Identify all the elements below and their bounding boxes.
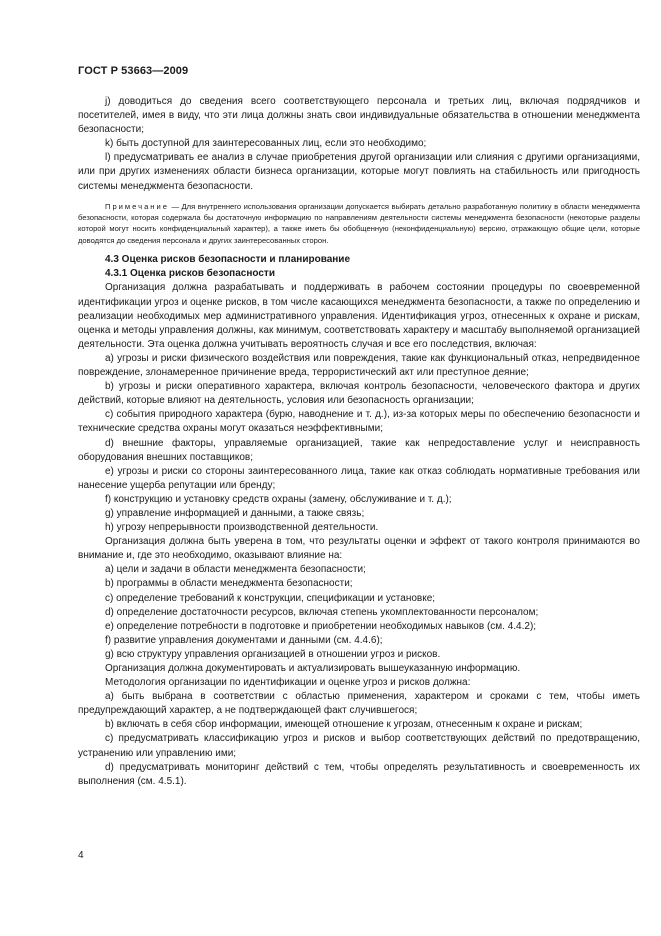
list-item: Методология организации по идентификации и оценке угроз и рисков должна: <box>105 677 471 689</box>
list-item: g) всю структуру управления организацией в отношении угроз и рисков. <box>105 648 441 660</box>
note-paragraph <box>78 201 640 247</box>
list-item: j) доводиться до сведения всего соответствующего персонала и третьих лиц, включая подрядчиков и посетителей, имея в виду, что эти лица должны знать свои индивидуальные обязательства в отношении менеджмента безопасности; <box>78 96 640 136</box>
note-text: — Для внутреннего использования организации допускается выбирать детально разработанную политику в области менеджмента безопасности, которая содержала бы достаточную информацию по направлениям деятельности системы менеджмента безопасности (некоторые разделы которой могут носить конфиденциальный характер), а также иметь бы обобщенную (неконфиденциальную) версию, отражающую общие цели, которые доводятся до сведения персонала и других заинтересованных сторон. <box>78 201 640 245</box>
list-item: b) включать в себя сбор информации, имеющей отношение к угрозам, отнесенным к охране и рискам; <box>105 719 583 731</box>
document-header: ГОСТ Р 53663—2009 <box>78 65 189 77</box>
section-heading-4-3: 4.3 Оценка рисков безопасности и планирование <box>105 254 351 266</box>
list-item: e) угрозы и риски со стороны заинтересованного лица, такие как отказ соблюдать нормативные требования или нанесение ущерба репутации или бренду; <box>78 465 640 491</box>
list-item: h) угрозу непрерывности производственной деятельности. <box>105 522 379 534</box>
list-item: d) предусматривать мониторинг действий с тем, чтобы определять результативность и своевременность их выполнения (см. 4.5.1). <box>78 761 640 787</box>
list-item: Организация должна разрабатывать и поддерживать в рабочем состоянии процедуры по своевременной идентификации угроз и оценке рисков, в том числе касающихся менеджмента безопасности, а также по определению и реализации необходимых мер административного управления. Идентификация угроз, отнесенных к охране и рискам, оценка и методы управления должны, как минимум, соответствовать характеру и масштабу выполняемой организацией деятельности. Эта оценка должна учитывать вероятность случая и все его последствия, включая: <box>78 282 640 350</box>
section-heading-4-3-1: 4.3.1 Оценка рисков безопасности <box>105 268 275 280</box>
list-item: c) события природного характера (бурю, наводнение и т. д.), из-за которых меры по обеспечению безопасности и технические средства охраны могут оказаться неэффективными; <box>78 409 640 435</box>
list-item: c) определение требований к конструкции, спецификации и установке; <box>105 592 436 604</box>
list-main <box>78 281 640 788</box>
list-item: Организация должна документировать и актуализировать вышеуказанную информацию. <box>105 663 521 674</box>
list-item: a) угрозы и риски физического воздействия или повреждения, такие как функциональный отказ, непредвиденное повреждение, злонамеренное причинение вреда, террористический акт или преступное деяние; <box>78 352 640 379</box>
page-number: 4 <box>78 850 84 861</box>
list-item: b) программы в области менеджмента безопасности; <box>105 578 353 590</box>
list-top <box>78 95 640 194</box>
list-item: f) развитие управления документами и данными (см. 4.4.6); <box>105 634 383 646</box>
list-item: l) предусматривать ее анализ в случае приобретения другой организации или слияния с другими организациями, или при других изменениях области бизнеса организации, которые могут повлиять на стабильность или пригодность системы менеджмента безопасности. <box>78 152 640 192</box>
list-item: e) определение потребности в подготовке и приобретении необходимых навыков (см. 4.4.2); <box>105 620 537 632</box>
list-item: c) предусматривать классификацию угроз и рисков и выбор соответствующих действий по предотвращению, устранению или управлению ими; <box>78 733 640 759</box>
list-item: a) быть выбрана в соответствии с областью применения, характером и сроками с тем, чтобы иметь предупреждающий характер, а не подтверждающей факт случившегося; <box>78 691 640 717</box>
list-item: d) определение достаточности ресурсов, включая степень укомплектованности персоналом; <box>105 606 539 618</box>
note-label: Примечание <box>105 201 169 211</box>
list-item: a) цели и задачи в области менеджмента безопасности; <box>105 564 366 576</box>
list-item: Организация должна быть уверена в том, что результаты оценки и эффект от такого контроля принимаются во внимание и, где это необходимо, оказывают влияние на: <box>78 536 640 562</box>
list-item: k) быть доступной для заинтересованных лиц, если это необходимо; <box>105 138 427 150</box>
list-item: f) конструкцию и установку средств охраны (замену, обслуживание и т. д.); <box>105 493 452 505</box>
document-body <box>78 95 640 789</box>
list-item: d) внешние факторы, управляемые организацией, такие как непредоставление услуг и неисправность оборудования внешних поставщиков; <box>78 437 640 463</box>
list-item: b) угрозы и риски оперативного характера, включая контроль безопасности, человеческого фактора и других действий, которые влияют на деятельность, условия или безопасность организации; <box>78 381 640 407</box>
list-item: g) управление информацией и данными, а также связь; <box>105 507 365 519</box>
